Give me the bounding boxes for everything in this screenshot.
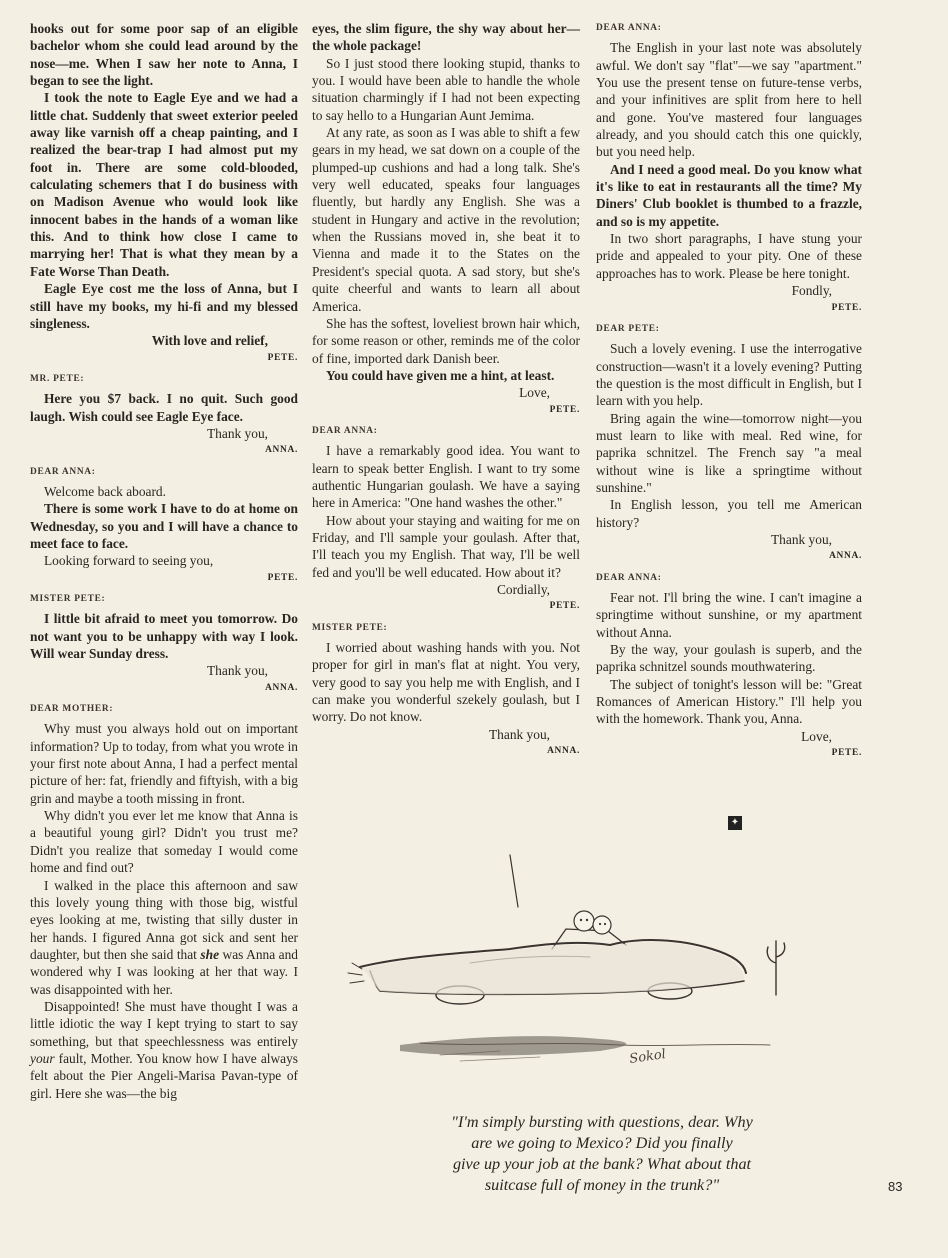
paragraph: Why didn't you ever let me know that Anna is a beautiful young girl? Didn't you trust me? Didn't you realize that someday I would come home and find out? [30,808,298,876]
paragraph: There is some work I have to do at home on Wednesday, so you and I will have a chance to meet face to face. [30,501,298,551]
paragraph: The English in your last note was absolutely awful. We don't say "flat"—we say "apartment." You use the present tense on future-tense verbs, and your infinitives are split from here to hell and gone. You've mastered four languages already, and you should catch this one quickly, but you need help. [596,40,862,160]
letter-signature: PETE. [549,601,580,612]
letter-signature: PETE. [831,302,862,313]
paragraph: eyes, the slim figure, the shy way about her—the whole package! [312,21,580,54]
letter-salutation: MISTER PETE: [312,622,388,633]
paragraph: In two short paragraphs, I have stung your pride and appealed to your pity. One of these approaches has to work. Please be here tonight. [596,231,862,281]
letter-signature: ANNA. [547,746,580,757]
emphasis-text: she [200,946,220,962]
paragraph: Fear not. I'll bring the wine. I can't imagine a springtime without sunshine, or my apartment without Anna. [596,590,862,640]
letter-salutation: MISTER PETE: [30,594,106,604]
letter-salutation: DEAR ANNA: [596,572,662,583]
rabbit-head-icon: ✦ [728,816,742,830]
letter-closing: Thank you, [207,663,268,679]
cartoon-caption [372,1112,832,1196]
letter-salutation: DEAR ANNA: [30,466,96,477]
letter-closing: With love and relief, [151,333,268,349]
caption-line: are we going to Mexico? Did you finally [471,1134,733,1152]
caption-line: "I'm simply bursting with questions, dear. Why [451,1113,753,1131]
letter-salutation: DEAR ANNA: [312,425,378,436]
paragraph: I took the note to Eagle Eye and we had a little chat. Suddenly that sweet exterior peeled away like varnish off a cheap painting, and I realized the bear-trap I had almost put my foot in. There are some cold-blooded, calculating schemers that I do business with on Madison Avenue who would look like innocent babes in the hands of a woman like this. And to think how close I came to marrying her! That is what they mean by a Fate Worse Than Death. [30,90,298,279]
paragraph: So I just stood there looking stupid, thanks to you. I would have been able to handle the whole situation charmingly if I had not been expecting to say hello to a Hungarian Aunt Jemima. [312,55,580,123]
article-column-2 [312,20,580,762]
paragraph-text: was Anna and wondered why I was looking at her that way. I was disappointed with her. [30,946,298,997]
caption-line: give up your job at the bank? What about that [452,1155,752,1173]
letter-closing: Thank you, [207,425,268,441]
paragraph: She has the softest, loveliest brown hair which, for some reason or other, reminds me of the color of fine, imported dark Danish beer. [312,315,580,366]
emphasis-text: your [30,1050,55,1066]
letter-signature: PETE. [267,572,298,583]
paragraph: Bring again the wine—tomorrow night—you must learn to like with meal. Red wine, for paprika schnitzel. The French say "a meal without wine is like a springtime without sunshine." [596,410,862,495]
letter-signature: PETE. [267,352,298,363]
letter-closing: Cordially, [496,582,550,597]
paragraph-text: I walked in the place this afternoon and saw this lovely young thing with those big, wistful eyes looking at me, twisting that silly duster in her hands. I figured Anna got sick and sent her daughter, but then she said that [30,877,298,962]
letter-signature: PETE. [831,748,862,759]
paragraph: Eagle Eye cost me the loss of Anna, but I still have my books, my hi-fi and my blessed singleness. [30,281,298,331]
letter-signature: ANNA. [265,682,298,693]
paragraph: And I need a good meal. Do you know what it's like to eat in restaurants all the time? My Diners' Club booklet is thumbed to a frazzle, and so is my appetite. [596,161,862,229]
paragraph: Why must you always hold out on important information? Up to today, from what you wrote in your first note about Anna, I had a perfect mental picture of her: fat, friendly and fiftyish, with a big grin and maybe a tooth missing in front. [30,721,299,806]
letter-salutation: DEAR MOTHER: [30,704,114,715]
paragraph: At any rate, as soon as I was able to shift a few gears in my head, we sat down on a couple of the plumped-up cushions and had a long talk. She's very well educated, speaks four languages fluently, but hardly any English. She was a student in Hungary and active in the revolution; when the Russians moved in, she beat it to Vienna and made it to the States on the President's special quota. A sad story, but she's quite cheerful and wants to learn all about America. [312,125,580,314]
paragraph: I little bit afraid to meet you tomorrow. Do not want you to be unhappy with way I look. Will wear Sunday dress. [30,611,298,662]
paragraph [30,998,298,1102]
paragraph: Looking forward to seeing you, [44,553,214,569]
paragraph: The subject of tonight's lesson will be: "Great Romances of American History." I'll help you with the homework. Thank you, Anna. [596,676,862,727]
letter-salutation: DEAR PETE: [596,323,660,334]
cartoon-illustration [340,845,810,1095]
article-column-3 [596,20,862,764]
letter-closing: Fondly, [791,283,832,299]
letter-closing: Love, [801,728,832,744]
page-number: 83 [888,1179,903,1194]
letter-signature: PETE. [549,404,580,415]
paragraph: hooks out for some poor sap of an eligible bachelor whom she could lead around by the nose—me. When I saw her note to Anna, I began to see the light. [30,21,298,89]
paragraph [30,877,298,998]
paragraph-text: fault, Mother. You know how I have always felt about the Pier Angeli-Marisa Pavan-type of girl. Here she was—the big [30,1050,298,1101]
letter-closing: Thank you, [489,726,550,742]
paragraph: Such a lovely evening. I use the interrogative construction—wasn't it a lovely evening? Putting the question is the most difficult in English, but I learn with you help. [596,341,862,409]
paragraph: Welcome back aboard. [44,483,166,499]
cartoonist-signature: Sokol [628,1047,667,1067]
article-column-1 [30,20,298,1102]
caption-line: suitcase full of money in the trunk?" [484,1176,720,1194]
letter-salutation: MR. PETE: [30,373,85,384]
paragraph-text: Disappointed! She must have thought I was a little idiotic the way I kept trying to start to say something, but that speechlessness was entirely [30,998,298,1049]
letter-signature: ANNA. [265,445,298,456]
paragraph: You could have given me a hint, at least. [326,367,555,383]
paragraph: In English lesson, you tell me American history? [596,497,862,530]
letter-closing: Love, [519,385,550,401]
letter-signature: ANNA. [829,551,862,562]
paragraph: By the way, your goulash is superb, and the paprika schnitzel sounds mouthwatering. [596,642,862,675]
letter-salutation: DEAR ANNA: [596,23,662,33]
paragraph: How about your staying and waiting for me on Friday, and I'll sample your goulash. After that, I'll teach you my English. That way, I'll be well fed and you'll be well educated. How about it? [312,512,580,580]
letter-closing: Thank you, [771,531,832,547]
paragraph: I have a remarkably good idea. You want to learn to speak better English. I want to try some authentic Hungarian goulash. We have a saying here in America: "One hand washes the other." [312,443,580,511]
paragraph: Here you $7 back. I no quit. Such good laugh. Wish could see Eagle Eye face. [30,391,298,424]
paragraph: I worried about washing hands with you. Not proper for girl in man's flat at night. You very, very good to say you help me with English, and I can make you wonderful szekely goulash, but I worry. Do not know. [312,640,580,725]
